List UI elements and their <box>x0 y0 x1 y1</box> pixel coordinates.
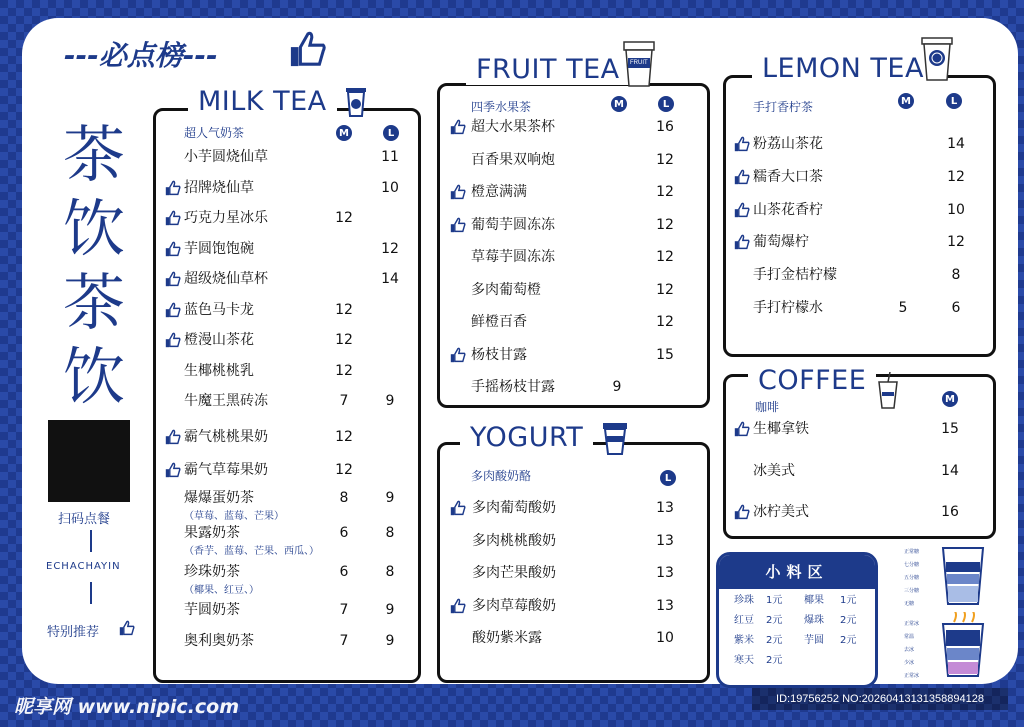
price-m: 7 <box>339 632 349 649</box>
size-m-badge: M <box>942 391 958 407</box>
menu-item-row[interactable] <box>450 215 690 235</box>
menu-item-row[interactable] <box>450 377 690 397</box>
price-l: 12 <box>947 234 965 251</box>
thumbs-up-icon <box>165 210 181 226</box>
menu-item-row[interactable] <box>450 345 690 365</box>
item-name: 超大水果茶杯 <box>471 119 555 135</box>
thumbs-up-icon <box>450 347 466 363</box>
sugar-level-label: 正常糖 <box>904 549 920 555</box>
menu-item-row[interactable] <box>165 631 405 651</box>
size-l-badge: L <box>658 96 674 112</box>
price-m: 12 <box>335 462 353 478</box>
thumbs-up-icon <box>165 180 181 196</box>
item-name: 粉荔山茶花 <box>753 136 823 152</box>
topping-row <box>734 653 864 669</box>
ice-level-label: 去冰 <box>904 647 915 653</box>
item-name: 多肉芒果酸奶 <box>472 565 556 581</box>
price-l: 9 <box>385 632 395 649</box>
item-note: （香芋、蓝莓、芒果、西瓜、） <box>184 546 319 557</box>
menu-item-row[interactable] <box>734 419 974 439</box>
menu-item-row[interactable] <box>165 269 405 289</box>
item-name: 手打柠檬水 <box>753 300 823 316</box>
menu-item-row[interactable] <box>734 461 974 481</box>
menu-item-row[interactable] <box>450 247 690 267</box>
price: 13 <box>656 500 674 516</box>
topping-cell: 2元 <box>840 635 857 646</box>
sugar-level-cup-illustration <box>940 544 986 610</box>
price-m: 7 <box>339 393 349 409</box>
thumbs-up-icon <box>734 504 750 520</box>
menu-item-row[interactable] <box>165 523 405 543</box>
recommend-label: 特别推荐 <box>47 625 100 640</box>
fruit-tea-title: FRUIT TEA <box>466 54 630 85</box>
price: 12 <box>656 281 674 298</box>
item-name: 芋圆饱饱碗 <box>184 240 254 257</box>
item-name: 蓝色马卡龙 <box>184 301 254 318</box>
menu-item-row[interactable] <box>165 178 405 198</box>
lemon-cup-icon <box>920 36 954 86</box>
item-name: 鲜橙百香 <box>471 314 527 330</box>
menu-item-row[interactable] <box>734 502 974 522</box>
item-name: 珍珠奶茶 <box>184 564 240 580</box>
item-name: 巧克力星冰乐 <box>184 210 268 226</box>
price: 16 <box>656 119 674 135</box>
menu-item-row[interactable] <box>450 280 690 300</box>
brand-char: 茶 <box>62 266 125 339</box>
thumbs-up-icon <box>165 241 181 257</box>
ice-level-label: 正常冰 <box>904 673 920 679</box>
ice-level-label: 少冰 <box>904 660 915 666</box>
menu-item-row[interactable] <box>165 361 405 381</box>
sugar-level-label: 五分糖 <box>904 575 920 581</box>
lemon-tea-title: LEMON TEA <box>752 53 934 84</box>
price: 13 <box>656 532 674 549</box>
size-m-badge: M <box>898 93 914 109</box>
item-name: 芋圆奶茶 <box>184 602 240 618</box>
watermark-id: ID:19756252 NO:20260413131358894128 <box>752 688 1008 710</box>
topping-cell: 1元 <box>840 595 857 606</box>
price-l: 12 <box>947 168 965 185</box>
menu-item-row[interactable] <box>165 208 405 228</box>
price-m: 12 <box>335 428 353 445</box>
topping-cell: 2元 <box>766 615 783 626</box>
scan-label: 扫码点餐 <box>58 512 111 527</box>
item-name: 杨枝甘露 <box>471 346 527 363</box>
item-name: 多肉葡萄酸奶 <box>472 500 556 516</box>
topping-cell: 紫米 <box>734 635 754 646</box>
yogurt-cup-icon <box>602 422 628 460</box>
milk-tea-title: MILK TEA <box>188 86 337 117</box>
item-name: 多肉草莓酸奶 <box>472 597 556 614</box>
item-name: 手打金桔柠檬 <box>753 267 837 284</box>
price-m: 12 <box>335 362 353 379</box>
item-name: 招牌烧仙草 <box>184 179 254 196</box>
divider <box>90 582 92 604</box>
item-name: 霸气桃桃果奶 <box>184 428 268 445</box>
thumbs-up-icon <box>450 217 466 233</box>
menu-item-row[interactable] <box>165 330 405 350</box>
price-l: 8 <box>385 525 395 541</box>
menu-item-row[interactable] <box>165 239 405 259</box>
price-l: 12 <box>381 240 399 257</box>
price-m: 12 <box>335 210 353 226</box>
size-l-badge: L <box>383 125 399 141</box>
topping-cell: 珍珠 <box>734 595 754 606</box>
price-l: 9 <box>385 490 395 506</box>
price: 12 <box>656 249 674 265</box>
menu-item-row[interactable] <box>450 117 690 137</box>
item-name: 果露奶茶 <box>184 525 240 541</box>
menu-item-row[interactable] <box>165 427 405 447</box>
topping-row <box>734 613 864 629</box>
item-name: 糯香大口茶 <box>753 168 823 185</box>
price: 13 <box>656 597 674 614</box>
sugar-level-label: 七分糖 <box>904 562 920 568</box>
price-l: 14 <box>947 136 965 152</box>
fruit-cup-icon <box>622 40 656 92</box>
menu-item-row[interactable] <box>450 531 690 551</box>
item-name: 超级烧仙草杯 <box>184 271 268 287</box>
item-name: 生椰桃桃乳 <box>184 362 254 379</box>
menu-item-row[interactable] <box>450 628 690 648</box>
thumbs-up-icon <box>165 429 181 445</box>
page-title: ---必点榜--- <box>64 39 218 72</box>
price-m: 6 <box>339 525 349 541</box>
price: 12 <box>656 151 674 168</box>
menu-item-row[interactable] <box>165 562 405 582</box>
price: 15 <box>941 421 959 437</box>
brand-char: 茶 <box>62 118 125 191</box>
ice-level-label: 正常冰 <box>904 621 920 627</box>
cup-icon <box>344 84 368 122</box>
item-name: 牛魔王黑砖冻 <box>184 393 268 409</box>
item-name: 冰美式 <box>753 462 795 479</box>
size-l-badge: L <box>946 93 962 109</box>
thumbs-up-icon <box>119 620 135 640</box>
item-name: 多肉葡萄橙 <box>471 281 541 298</box>
sugar-level-label: 三分糖 <box>904 588 920 594</box>
price-m: 12 <box>335 301 353 318</box>
price-l: 10 <box>381 179 399 196</box>
thumbs-up-icon <box>734 169 750 185</box>
menu-item-row[interactable] <box>165 600 405 620</box>
menu-item-row[interactable] <box>734 265 974 285</box>
price-l: 8 <box>385 564 395 580</box>
size-m-badge: M <box>336 125 352 141</box>
price-m: 5 <box>898 300 908 316</box>
item-name: 爆爆蛋奶茶 <box>184 490 254 506</box>
watermark-left: 昵享网 www.nipic.com <box>14 696 240 718</box>
topping-cell: 爆珠 <box>804 615 824 626</box>
thumbs-up-icon <box>734 421 750 437</box>
brand-en: ECHACHAYIN <box>46 561 121 572</box>
thumbs-up-icon <box>450 500 466 516</box>
thumbs-up-icon <box>165 302 181 318</box>
thumbs-up-icon <box>450 119 466 135</box>
thumbs-up-icon <box>165 271 181 287</box>
thumbs-up-icon <box>165 332 181 348</box>
price: 14 <box>941 462 959 479</box>
fruit-cup-label: FRUIT <box>630 60 648 66</box>
toppings-title: 小料区 <box>719 555 875 589</box>
divider <box>90 530 92 552</box>
topping-cell: 红豆 <box>734 615 754 626</box>
yogurt-subtitle: 多肉酸奶酪 <box>471 469 532 483</box>
topping-cell: 2元 <box>766 655 783 666</box>
item-name: 生椰拿铁 <box>753 421 809 437</box>
price-l: 10 <box>947 201 965 218</box>
menu-item-row[interactable] <box>165 391 405 411</box>
thumbs-up-icon <box>450 184 466 200</box>
ice-level-label: 常温 <box>904 634 915 640</box>
item-name: 多肉桃桃酸奶 <box>472 532 556 549</box>
topping-row <box>734 593 864 609</box>
menu-item-row[interactable] <box>734 298 974 318</box>
thumbs-up-icon <box>450 598 466 614</box>
item-note: （草莓、蓝莓、芒果） <box>184 511 284 522</box>
price: 15 <box>656 346 674 363</box>
topping-row <box>734 633 864 649</box>
coffee-cup-icon <box>876 372 900 414</box>
fruit-tea-subtitle: 四季水果茶 <box>471 100 532 114</box>
thumbs-up-icon <box>165 462 181 478</box>
price-l: 8 <box>951 267 961 284</box>
price-l: 14 <box>381 271 399 287</box>
topping-cell: 芋圆 <box>804 635 824 646</box>
thumbs-up-icon <box>734 136 750 152</box>
menu-item-row[interactable] <box>734 167 974 187</box>
milk-tea-subtitle: 超人气奶茶 <box>184 126 245 140</box>
size-m-badge: M <box>611 96 627 112</box>
menu-item-row[interactable] <box>165 147 405 167</box>
menu-item-row[interactable] <box>734 134 974 154</box>
topping-cell: 1元 <box>766 595 783 606</box>
yogurt-title: YOGURT <box>460 422 593 453</box>
coffee-subtitle: 咖啡 <box>755 400 780 414</box>
menu-item-row[interactable] <box>165 300 405 320</box>
menu-item-row[interactable] <box>734 200 974 220</box>
ice-level-cup-illustration <box>940 612 986 682</box>
price-l: 11 <box>381 149 399 165</box>
sugar-level-label: 无糖 <box>904 601 915 607</box>
price-l: 6 <box>951 300 961 316</box>
price-m: 8 <box>339 490 349 506</box>
topping-cell: 2元 <box>766 635 783 646</box>
thumbs-up-icon <box>734 234 750 250</box>
topping-cell: 2元 <box>840 615 857 626</box>
item-name: 小芋圆烧仙草 <box>184 149 268 165</box>
item-name: 奥利奥奶茶 <box>184 632 254 649</box>
item-name: 葡萄爆柠 <box>753 234 809 251</box>
thumbs-up-icon <box>734 202 750 218</box>
price-l: 9 <box>385 393 395 409</box>
price-m: 6 <box>339 564 349 580</box>
price: 12 <box>656 184 674 200</box>
qr-code[interactable] <box>48 420 130 502</box>
item-name: 百香果双响炮 <box>471 151 555 168</box>
price-l: 9 <box>385 602 395 618</box>
item-name: 橙意满满 <box>471 184 527 200</box>
menu-item-row[interactable] <box>450 312 690 332</box>
lemon-tea-subtitle: 手打香柠茶 <box>753 100 814 114</box>
brand-vertical-text <box>55 118 133 414</box>
menu-item-row[interactable] <box>450 150 690 170</box>
price: 12 <box>656 216 674 233</box>
price: 9 <box>612 379 622 395</box>
price: 16 <box>941 504 959 520</box>
item-name: 霸气草莓果奶 <box>184 462 268 478</box>
topping-cell: 椰果 <box>804 595 824 606</box>
item-name: 山茶花香柠 <box>753 201 823 218</box>
item-name: 葡萄芋圆冻冻 <box>471 216 555 233</box>
thumbs-up-icon <box>289 30 327 72</box>
item-name: 冰柠美式 <box>753 504 809 520</box>
menu-item-row[interactable] <box>450 182 690 202</box>
price: 13 <box>656 565 674 581</box>
coffee-title: COFFEE <box>748 365 876 396</box>
price: 10 <box>656 630 674 646</box>
price-m: 7 <box>339 602 349 618</box>
item-note: （椰果、红豆、） <box>184 585 259 596</box>
menu-item-row[interactable] <box>165 488 405 508</box>
menu-item-row[interactable] <box>450 563 690 583</box>
price-m: 12 <box>335 332 353 348</box>
item-name: 酸奶紫米露 <box>472 630 542 646</box>
price: 12 <box>656 314 674 330</box>
item-name: 手摇杨枝甘露 <box>471 379 555 395</box>
size-l-badge: L <box>660 470 676 486</box>
menu-item-row[interactable] <box>450 498 690 518</box>
item-name: 草莓芋圆冻冻 <box>471 249 555 265</box>
brand-char: 饮 <box>62 340 125 413</box>
menu-item-row[interactable] <box>165 460 405 480</box>
brand-char: 饮 <box>62 192 125 265</box>
topping-cell: 寒天 <box>734 655 754 666</box>
menu-item-row[interactable] <box>734 232 974 252</box>
item-name: 橙漫山茶花 <box>184 332 254 348</box>
menu-item-row[interactable] <box>450 596 690 616</box>
